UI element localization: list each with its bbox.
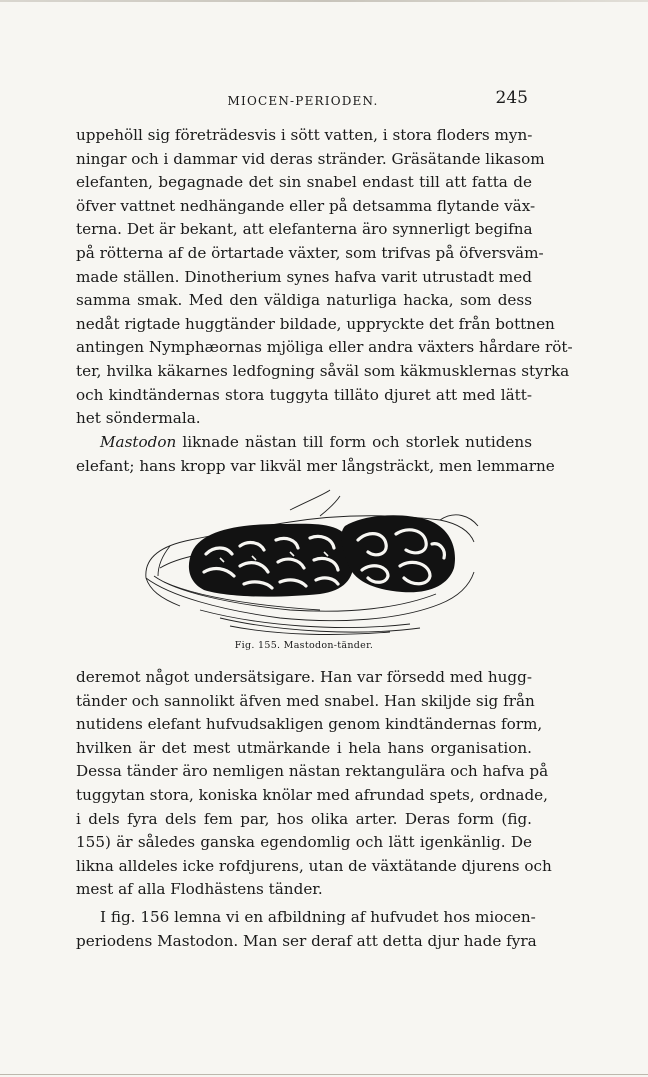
- text-line: och kindtändernas stora tuggyta tilläto djuret att med lätt-: [76, 385, 532, 404]
- figure-caption: Fig. 155. Mastodon-tänder.: [234, 640, 374, 651]
- text-line: i dels fyra dels fem par, hos olika arter. Deras form (fig.: [76, 809, 532, 828]
- text-line: antingen Nymphæornas mjöliga eller andra växters hårdare röt-: [76, 338, 573, 357]
- text-line: elefant; hans kropp var likväl mer långsträckt, men lemmarne: [76, 456, 555, 475]
- text-line: ter, hvilka käkarnes ledfogning såväl som käkmusklernas styrka: [76, 361, 570, 380]
- text-line: nedåt rigtade huggtänder bildade, uppryckte det från bottnen: [76, 314, 555, 333]
- paragraph-3: [76, 666, 552, 953]
- text-line: deremot något undersätsigare. Han var försedd med hugg-: [76, 668, 532, 686]
- text-line: [76, 431, 532, 455]
- page-bottom-edge: [0, 1074, 648, 1075]
- text-line: made ställen. Dinotherium synes hafva varit utrustadt med: [76, 267, 532, 286]
- mastodon-italic: Mastodon: [100, 433, 177, 451]
- text-line: elefanten, begagnade det sin snabel endast till att fatta de: [76, 173, 532, 192]
- text-line: hvilken är det mest utmärkande i hela hans organisation.: [76, 738, 532, 757]
- text-line: terna. Det är bekant, att elefanterna äro synnerligt begifna: [76, 220, 533, 239]
- text-line-rest: liknade nästan till form och storlek nutidens: [176, 433, 532, 451]
- paragraph-2: [76, 431, 555, 478]
- text-line: het söndermala.: [76, 409, 201, 428]
- text-line: uppehöll sig företrädesvis i sött vatten, i stora floders myn-: [76, 126, 533, 144]
- mastodon-teeth-illustration: [140, 486, 480, 636]
- text-line: Dessa tänder äro nemligen nästan rektangulära och hafva på: [76, 762, 549, 781]
- text-line: tuggytan stora, koniska knölar med afrundad spets, ordnade,: [76, 785, 548, 804]
- text-line: samma smak. Med den väldiga naturliga hacka, som dess: [76, 291, 532, 310]
- text-line: mest af alla Flodhästens tänder.: [76, 880, 323, 899]
- page-number: 245: [495, 88, 528, 108]
- text-line: tänder och sannolikt äfven med snabel. Han skiljde sig från: [76, 691, 535, 710]
- text-line: 155) är således ganska egendomlig och lätt igenkänlig. De: [76, 833, 532, 852]
- paragraph-1: [76, 124, 573, 431]
- text-line: nutidens elefant hufvudsakligen genom kindtändernas form,: [76, 715, 543, 734]
- text-line: öfver vattnet nedhängande eller på detsamma flytande väx-: [76, 196, 536, 215]
- text-line: ningar och i dammar vid deras stränder. Gräsätande likasom: [76, 149, 545, 168]
- text-line: I fig. 156 lemna vi en afbildning af hufvudet hos miocen-: [100, 907, 536, 926]
- text-line: periodens Mastodon. Man ser deraf att detta djur hade fyra: [76, 931, 537, 950]
- page-top-edge: [0, 0, 648, 2]
- text-line: på rötterna af de örtartade växter, som trifvas på öfversväm-: [76, 243, 544, 262]
- text-line: likna alldeles icke rofdjurens, utan de växtätande djurens och: [76, 856, 552, 875]
- running-head: MIOCEN-PERIODEN.: [227, 94, 379, 108]
- page-header: [74, 88, 532, 110]
